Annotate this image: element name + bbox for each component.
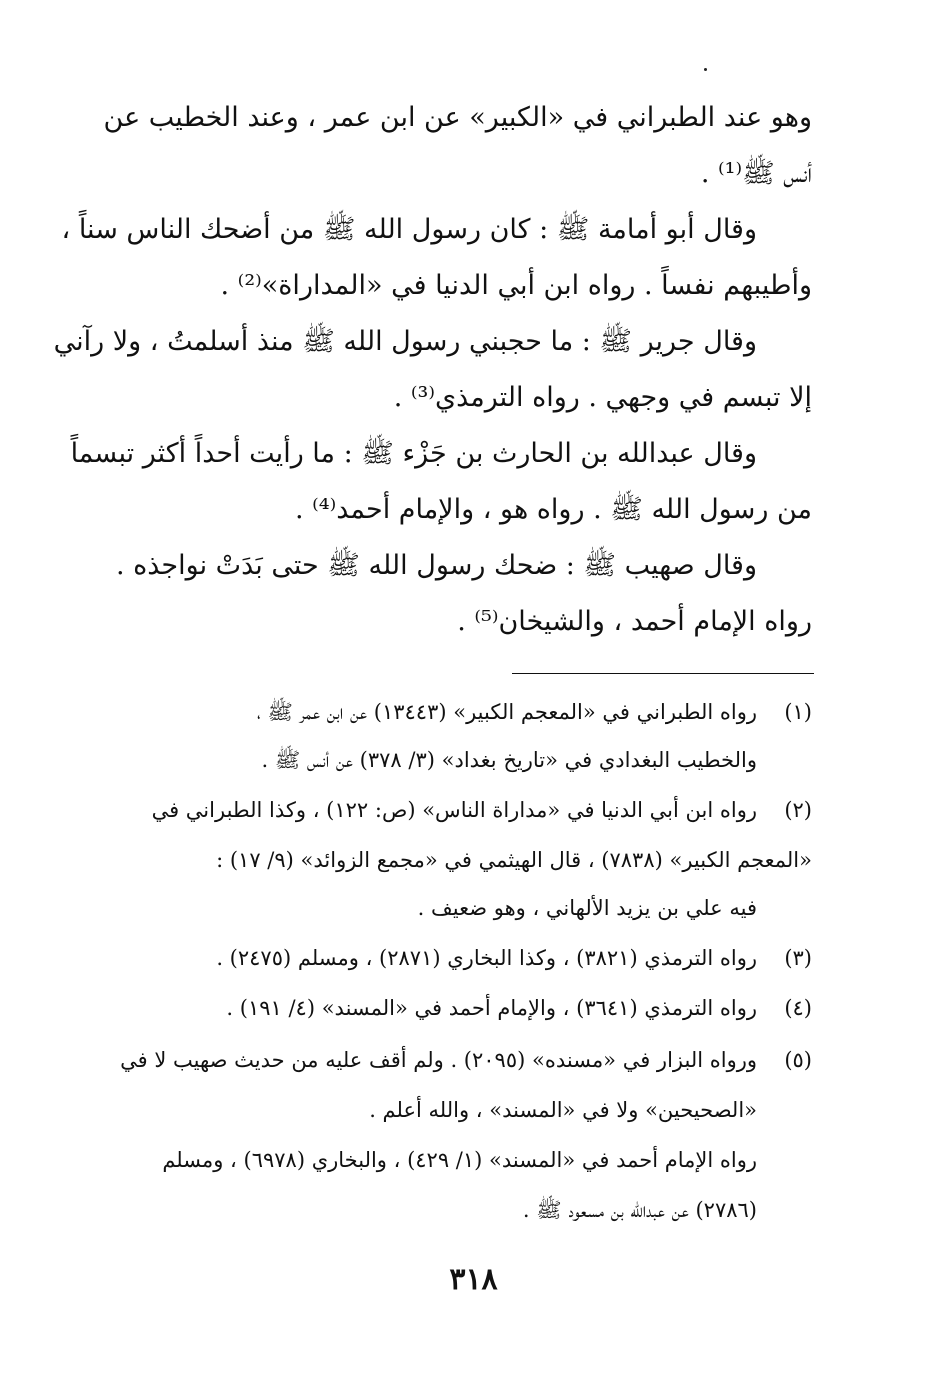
main-line: وقال صهيب ﷺ : ضحك رسول الله ﷺ حتى بَدَتْ نواجذه . xyxy=(115,550,757,581)
main-line: رواه الإمام أحمد ، والشيخان⁽⁵⁾ . xyxy=(457,606,812,637)
footnote-line: ورواه البزار في «مسنده» (٢٠٩٥) . ولم أقف عليه من حديث صهيب لا في xyxy=(120,1048,757,1072)
footnote-line: رواه ابن أبي الدنيا في «مداراة الناس» (ص: ١٢٢) ، وكذا الطبراني في xyxy=(151,798,757,822)
footnote-number: (٥) xyxy=(784,1048,812,1072)
main-line: وهو عند الطبراني في «الكبير» عن ابن عمر ، وعند الخطيب عن xyxy=(103,102,812,133)
footnote-line: رواه الترمذي (٣٨٢١) ، وكذا البخاري (٢٨٧١) ، ومسلم (٢٤٧٥) . xyxy=(216,946,757,970)
footnote-separator xyxy=(512,673,814,674)
footnote-line: فيه علي بن يزيد الألهاني ، وهو ضعيف . xyxy=(417,896,757,920)
footnote-line: والخطيب البغدادي في «تاريخ بغداد» (٣/ ٣٧٨) عن أنس ﷺ . xyxy=(261,748,757,772)
footnote-number: (٢) xyxy=(784,798,812,822)
page-mark xyxy=(704,68,707,71)
footnote-number: (٤) xyxy=(784,996,812,1020)
footnote-line: رواه الترمذي (٣٦٤١) ، والإمام أحمد في «المسند» (٤/ ١٩١) . xyxy=(226,996,757,1020)
footnote-number: (٣) xyxy=(784,946,812,970)
page-number: ٣١٨ xyxy=(449,1262,498,1297)
footnote-line: رواه الطبراني في «المعجم الكبير» (١٣٤٤٣) عن ابن عمر ﷺ ، xyxy=(256,700,757,724)
main-line: أنس ﷺ⁽¹⁾ . xyxy=(700,158,812,189)
main-line: وقال عبدالله بن الحارث بن جَزْء ﷺ : ما رأيت أحداً أكثر تبسماً xyxy=(70,438,757,469)
footnote-line: رواه الإمام أحمد في «المسند» (١/ ٤٢٩) ، والبخاري (٦٩٧٨) ، ومسلم xyxy=(162,1148,757,1172)
main-line: وأطيبهم نفساً . رواه ابن أبي الدنيا في «المداراة»⁽²⁾ . xyxy=(220,270,812,301)
footnote-line: (٢٧٨٦) عن عبدالله بن مسعود ﷺ . xyxy=(522,1198,757,1222)
main-line: إلا تبسم في وجهي . رواه الترمذي⁽³⁾ . xyxy=(393,382,812,413)
footnote-number: (١) xyxy=(784,700,812,724)
main-line: وقال جرير ﷺ : ما حجبني رسول الله ﷺ منذ أسلمتُ ، ولا رآني xyxy=(53,326,757,357)
footnote-line: «الصحيحين» ولا في «المسند» ، والله أعلم . xyxy=(369,1098,757,1122)
footnote-line: «المعجم الكبير» (٧٨٣٨) ، قال الهيثمي في «مجمع الزوائد» (٩/ ١٧) : xyxy=(216,848,812,872)
main-line: وقال أبو أمامة ﷺ : كان رسول الله ﷺ من أضحك الناس سناً ، xyxy=(61,214,757,245)
main-line: من رسول الله ﷺ . رواه هو ، والإمام أحمد⁽⁴⁾ . xyxy=(294,494,812,525)
